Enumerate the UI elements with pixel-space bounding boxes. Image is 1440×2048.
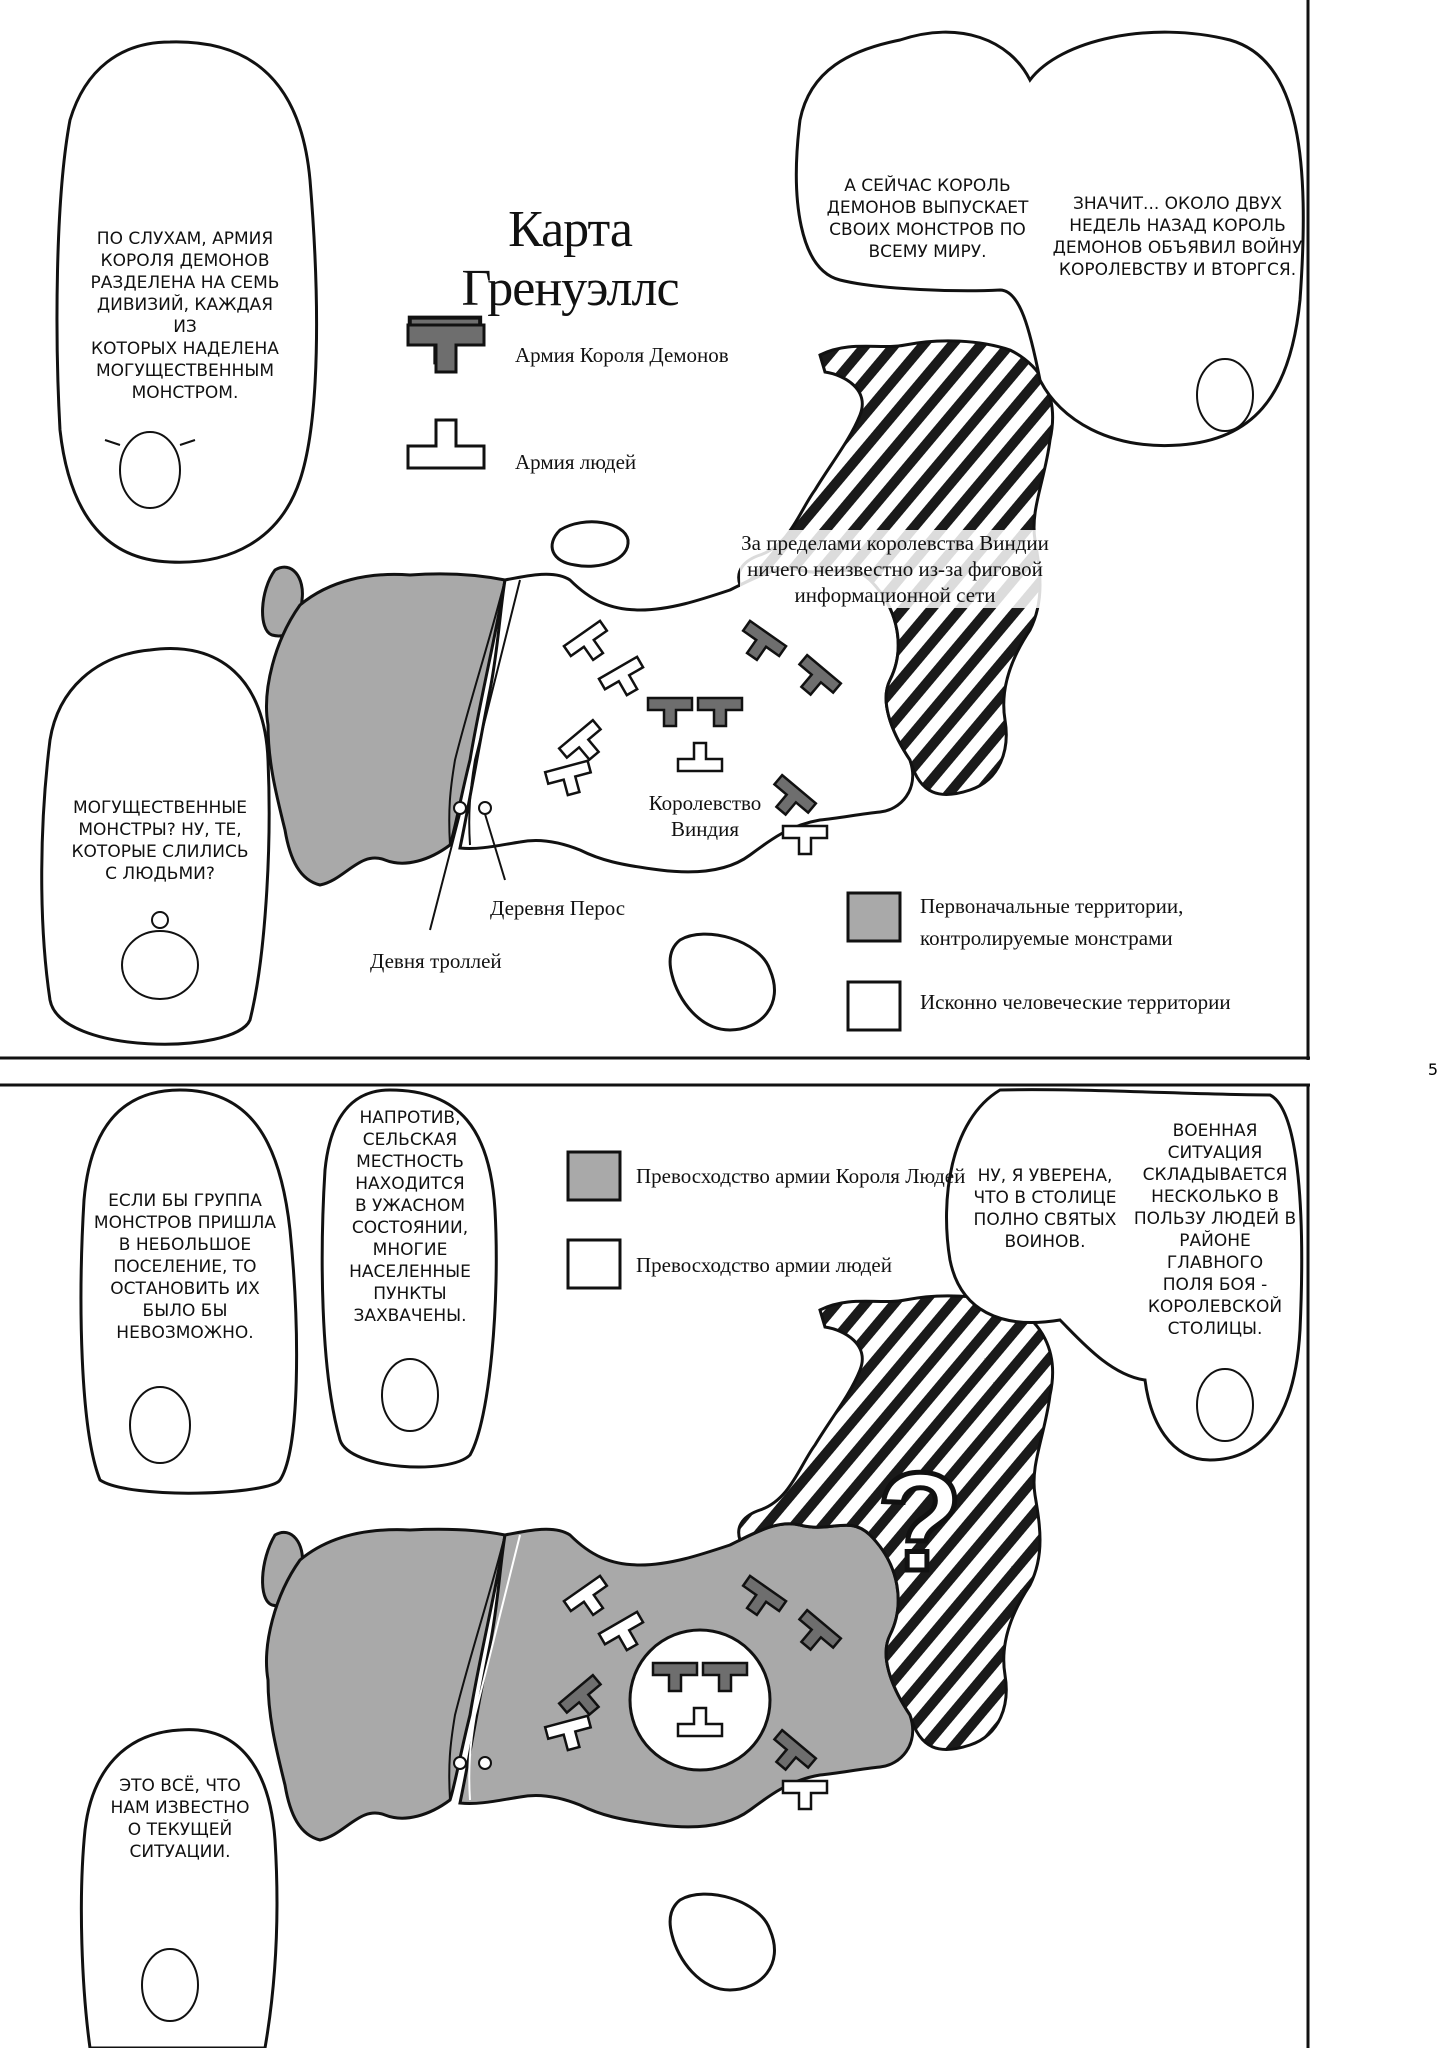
kingdom-label-line: Королевство [648, 791, 762, 815]
bubble-line: НАМ ИЗВЕСТНО [110, 1798, 250, 1818]
bubble-line: НЕВОЗМОЖНО. [116, 1323, 254, 1343]
village-trolls-label: Девня троллей [370, 949, 502, 973]
map-title: Карта Гренуэллс [461, 201, 679, 317]
capital-circle [630, 1630, 770, 1770]
bubble-line: В УЖАСНОМ [354, 1196, 466, 1216]
unknown-label-line: ничего неизвестно из-за фиговой [747, 557, 1043, 581]
bubble-line: МОГУЩЕСТВЕННЫМ [95, 361, 274, 381]
legend-human-label: Исконно человеческие территории [920, 990, 1231, 1014]
bubble-line: МНОГИЕ [372, 1240, 448, 1260]
legend-demon-army-label: Армия Короля Демонов [515, 343, 729, 367]
unknown-label [740, 530, 1050, 608]
bubble-line: ЗАХВАЧЕНЫ. [353, 1306, 467, 1326]
bubble-line: ПОЛЬЗУ ЛЮДЕЙ В [1133, 1209, 1297, 1229]
page-number: 5 [1427, 1060, 1438, 1079]
island-south [670, 934, 774, 1030]
bubble-line: ПОСЕЛЕНИЕ, ТО [113, 1257, 257, 1277]
bubble-line: БЫЛО БЫ [142, 1301, 228, 1321]
bubble-line: ПО СЛУХАМ, АРМИЯ [96, 229, 274, 249]
bubble-line: ВОЕННАЯ [1172, 1121, 1258, 1141]
bubble-line: ПОЛНО СВЯТЫХ [973, 1210, 1117, 1230]
bubble-rumor-text [85, 228, 285, 404]
island-south-2 [670, 1894, 774, 1990]
kingdom-label [630, 790, 780, 842]
bubble-line: ЕСЛИ БЫ ГРУППА [108, 1191, 262, 1211]
bubble-now-text [815, 175, 1040, 263]
village-trolls-marker [454, 802, 466, 814]
human-army-unit [783, 826, 827, 854]
bubble-line: СИТУАЦИИ. [129, 1842, 231, 1862]
bubble-sure-text [950, 1165, 1140, 1253]
legend-monster-line: контролируемые монстрами [920, 926, 1173, 950]
bubble-line: ДЕМОНОВ ВЫПУСКАЕТ [826, 198, 1029, 218]
bubble-line: ЧТО В СТОЛИЦЕ [973, 1188, 1117, 1208]
bubble-line: ПОЛЯ БОЯ - [1162, 1275, 1268, 1295]
unknown-label-line: информационной сети [794, 583, 996, 607]
bubble-line: С ЛЮДЬМИ? [105, 864, 215, 884]
bubble-line: РАЗДЕЛЕНА НА СЕМЬ [90, 273, 280, 293]
bubble-military-text [1130, 1120, 1300, 1340]
legend-monster-swatch [848, 893, 900, 941]
bubble-on-contrary-text [335, 1107, 485, 1327]
legend-human-superiority-swatch [568, 1240, 620, 1288]
bubble-line: ЭТО ВСЁ, ЧТО [119, 1776, 241, 1796]
bubble-line: КОРОЛЕВСКОЙ [1147, 1297, 1283, 1317]
legend-human-army-label: Армия людей [515, 450, 637, 474]
bubble-line: СЕЛЬСКАЯ [362, 1130, 458, 1150]
bubble-line: О ТЕКУЩЕЙ [127, 1820, 233, 1840]
bubble-line: ВОИНОВ. [1004, 1232, 1086, 1252]
bubble-line: НЕСКОЛЬКО В [1151, 1187, 1279, 1207]
bubble-line: НЕДЕЛЬ НАЗАД КОРОЛЬ [1069, 216, 1286, 236]
bubble-line: НАПРОТИВ, [359, 1108, 461, 1128]
village-peros-label: Деревня Перос [490, 896, 626, 920]
bubble-line: НАХОДИТСЯ [355, 1174, 465, 1194]
bubble-line: КОТОРЫХ НАДЕЛЕНА [91, 339, 279, 359]
legend-demon-superiority-label: Превосходство армии Короля Людей [636, 1164, 966, 1188]
bubble-powerful-text [60, 797, 260, 885]
bubble-line: МЕСТНОСТЬ [356, 1152, 464, 1172]
legend-human-swatch [848, 982, 900, 1030]
legend-demon-army-icon [408, 325, 484, 372]
bubble-line: РАЙОНЕ ГЛАВНОГО [1166, 1231, 1264, 1273]
bubble-line: ОСТАНОВИТЬ ИХ [110, 1279, 260, 1299]
bubble-if-group-text [90, 1190, 280, 1344]
bubble-line: СОСТОЯНИИ, [351, 1218, 469, 1238]
bubble-line: ПУНКТЫ [373, 1284, 447, 1304]
bubble-line: СКЛАДЫВАЕТСЯ [1142, 1165, 1288, 1185]
bubble-line: ВСЕМУ МИРУ. [868, 242, 987, 262]
bubble-line: А СЕЙЧАС КОРОЛЬ [844, 176, 1011, 196]
bubble-line: СТОЛИЦЫ. [1167, 1319, 1263, 1339]
bubble-line: МОНСТРОВ ПРИШЛА [93, 1213, 277, 1233]
kingdom-label-line: Виндия [670, 817, 740, 841]
legend-human-superiority-label: Превосходство армии людей [636, 1253, 892, 1277]
legend-human-army-icon [408, 420, 484, 468]
legend-monster-line: Первоначальные территории, [920, 894, 1184, 918]
legend-demon-superiority-swatch [568, 1152, 620, 1200]
human-army-unit [783, 1781, 827, 1809]
legend-monster-label [920, 890, 1183, 954]
bubble-so-text [1050, 193, 1305, 281]
bubble-line: В НЕБОЛЬШОЕ [118, 1235, 252, 1255]
bubble-line: КОРОЛЕВСТВУ И ВТОРГСЯ. [1058, 260, 1297, 280]
question-mark: ? [877, 1443, 963, 1600]
bubble-line: НАСЕЛЕННЫЕ [349, 1262, 471, 1282]
bubble-line: ЗНАЧИТ... ОКОЛО ДВУХ [1072, 194, 1283, 214]
bubble-line: МОНСТРЫ? НУ, ТЕ, [78, 820, 242, 840]
island-north [552, 522, 628, 566]
bubble-line: МОГУЩЕСТВЕННЫЕ [72, 798, 248, 818]
bubble-line: СИТУАЦИЯ [1167, 1143, 1263, 1163]
bubble-line: КОРОЛЯ ДЕМОНОВ [100, 251, 270, 271]
village-marker [479, 1757, 491, 1769]
unknown-label-line: За пределами королевства Виндии [741, 531, 1049, 555]
bubble-line: НУ, Я УВЕРЕНА, [977, 1166, 1113, 1186]
bubble-line: КОТОРЫЕ СЛИЛИСЬ [71, 842, 249, 862]
bubble-line: ДИВИЗИЙ, КАЖДАЯ ИЗ [96, 295, 274, 337]
bubble-all-we-know-text [85, 1775, 275, 1863]
bubble-line: ДЕМОНОВ ОБЪЯВИЛ ВОЙНУ [1052, 238, 1303, 258]
village-marker [454, 1757, 466, 1769]
bubble-line: СВОИХ МОНСТРОВ ПО [829, 220, 1026, 240]
village-peros-marker [479, 802, 491, 814]
bubble-line: МОНСТРОМ. [131, 383, 239, 403]
